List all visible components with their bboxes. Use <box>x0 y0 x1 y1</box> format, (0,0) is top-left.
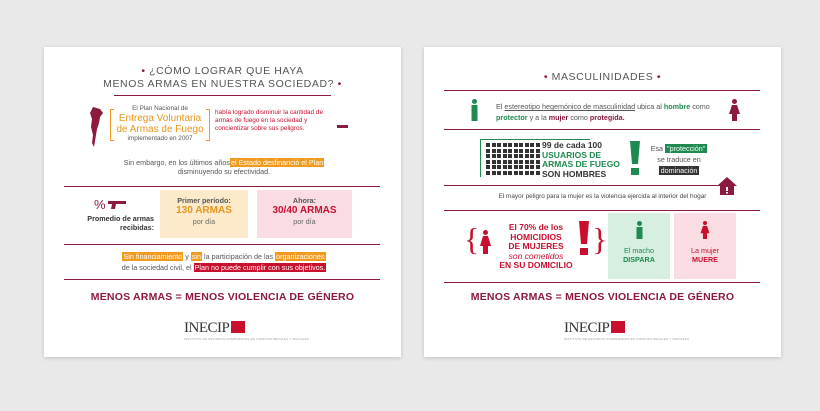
mujer-box <box>674 213 736 279</box>
title-divider-right <box>444 90 760 91</box>
left-infographic-card <box>44 47 401 357</box>
right-infographic-card <box>424 47 781 357</box>
woman-icon-small <box>700 221 710 239</box>
ahora-value: 30/40 ARMAS <box>272 205 337 216</box>
green-exclamation-icon <box>629 141 641 175</box>
ahora-label: Ahora: <box>292 196 317 205</box>
ahora-box <box>257 190 352 238</box>
sin-financiamiento-text: Sin financiamiento y sin la participación de las organizaciones de la sociedad civil, el Plan no puede cumplir con sus objetivos. <box>121 252 326 272</box>
primer-value: 130 ARMAS <box>176 205 232 216</box>
plan-prefix: El Plan Nacional de <box>132 105 188 112</box>
inecip-logo-left: INECIP INSTITUTO DE ESTUDIOS COMPARADOS EN CIENCIAS PENALES Y SOCIALES <box>184 320 310 341</box>
orange-bracket-left <box>110 109 114 141</box>
divider-2 <box>64 244 380 245</box>
man-icon-small <box>635 221 644 239</box>
left-brace-icon: { <box>464 221 480 257</box>
plan-name-line1: Entrega Voluntaria <box>118 113 202 124</box>
promedio-label: Promedio de armas recibidas: <box>87 214 154 232</box>
plan-year: implementado en 2007 <box>127 135 193 142</box>
proteccion-text: Esa "protección" se traduce en dominación <box>650 144 706 175</box>
mujer-label: La mujer <box>691 246 719 255</box>
estado-highlight: el Estado desfinanció el Plan <box>230 158 324 167</box>
logo-mark-icon <box>231 321 245 333</box>
right-brace-icon: } <box>592 221 608 257</box>
divider-1 <box>64 186 380 187</box>
argentina-map-icon <box>88 107 104 147</box>
usuarios-stat: 99 de cada 100 USUARIOS DE ARMAS DE FUEGO SON HOMBRES <box>542 140 620 179</box>
man-icon <box>470 99 479 121</box>
primer-label: Primer período: <box>177 196 231 205</box>
divider-r4 <box>444 282 760 283</box>
divider-r3 <box>444 210 760 211</box>
macho-label: El macho <box>624 246 654 255</box>
title-divider <box>114 95 331 96</box>
users-dots-grid <box>486 143 540 175</box>
divider-3 <box>64 279 380 280</box>
divider-r1 <box>444 129 760 130</box>
ahora-unit: por día <box>293 217 316 226</box>
divider-r2 <box>444 185 734 186</box>
sin-embargo-text: Sin embargo, en los últimos añosel Estado desfinanció el Plan disminuyendo su efectividad. <box>123 158 324 176</box>
plan-name-line2: de Armas de Fuego <box>116 124 204 135</box>
minus-icon <box>337 125 348 128</box>
logo-mark-icon <box>611 321 625 333</box>
primer-unit: por día <box>192 217 216 226</box>
mujer-muere: MUERE <box>692 255 718 264</box>
primer-periodo-box <box>160 190 248 238</box>
woman-icon-red <box>480 230 491 254</box>
slogan-left: MENOS ARMAS = MENOS VIOLENCIA DE GÉNERO <box>90 291 355 303</box>
percent-icon: % <box>94 197 106 212</box>
red-exclamation-icon <box>578 221 590 255</box>
pistol-icon <box>108 200 128 210</box>
homicidios-stat: El 70% de los HOMICIDIOS DE MUJERES son cometidos EN SU DOMICILIO <box>499 222 573 270</box>
slogan-right: MENOS ARMAS = MENOS VIOLENCIA DE GÉNERO <box>470 291 735 303</box>
woman-icon <box>729 99 740 121</box>
estereotipo-text: El estereotipo hegemónico de masculinidad ubica al hombre como protector y a la mujer como protegida. <box>496 102 710 122</box>
plan-name-block <box>111 105 209 143</box>
macho-box <box>608 213 670 279</box>
left-title: • ¿CÓMO LOGRAR QUE HAYA MENOS ARMAS EN NUESTRA SOCIEDAD? • <box>103 65 342 90</box>
macho-dispara: DISPARA <box>623 255 655 264</box>
plan-result-text: había logrado disminuir la cantidad de armas de fuego en la sociedad y concientizar sobre sus peligros. <box>215 109 324 132</box>
orange-bracket-right <box>206 109 210 141</box>
peligro-text: El mayor peligro para la mujer es la violencia ejercida al interior del hogar <box>498 193 707 200</box>
inecip-logo-right: INECIP INSTITUTO DE ESTUDIOS COMPARADOS EN CIENCIAS PENALES Y SOCIALES <box>564 320 690 341</box>
right-title: • MASCULINIDADES • <box>543 71 662 83</box>
